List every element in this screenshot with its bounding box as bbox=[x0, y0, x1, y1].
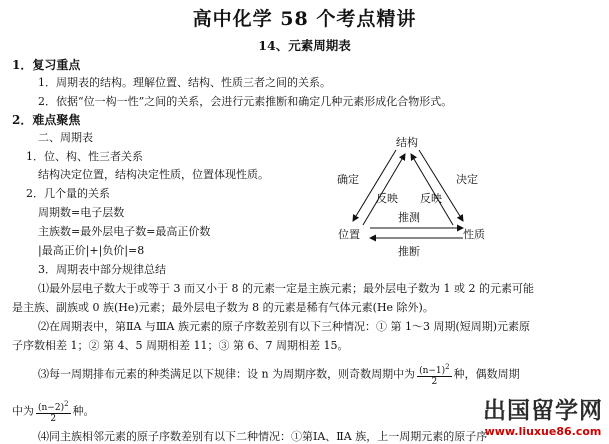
rule-2-line-1: ⑵在周期表中，第ⅡA 与ⅢA 族元素的原子序数差别有以下三种情况：① 第 1～3 周期(短周期)元素原 bbox=[38, 320, 531, 333]
point-3-heading: 3．周期表中部分规律总结 bbox=[38, 263, 166, 276]
watermark-main-text: 出国留学网 bbox=[483, 398, 603, 424]
review-item-2: 2．依据“位一构一性”之间的关系，会进行元素推断和确定几种元素形成化合物形式。 bbox=[38, 95, 453, 108]
rule-2-line-2: 子序数相差 1；② 第 4、5 周期相差 11；③ 第 6、7 周期相差 15。 bbox=[12, 339, 349, 352]
diagram-label-reflect-left: 反映 bbox=[376, 192, 398, 205]
diagram-node-property: 性质 bbox=[463, 228, 485, 241]
diagram-label-infer: 推测 bbox=[398, 211, 420, 224]
page-title: 高中化学 58 个考点精讲 bbox=[192, 8, 417, 30]
diagram-node-position: 位置 bbox=[338, 228, 360, 241]
rule-3-text: ⑶每一周期排布元素的种类满足以下规律：设 n 为周期序数，则奇数周期中为 bbox=[38, 367, 416, 381]
point-1-text: 结构决定位置，结构决定性质，位置体现性质。 bbox=[38, 168, 269, 181]
point-2-heading: 2．几个量的关系 bbox=[26, 187, 110, 200]
diagram-label-determine-property: 决定 bbox=[456, 173, 478, 186]
rule-1-line-2: 是主族、副族或 0 族(He)元素；最外层电子数为 8 的元素是稀有气体元素(He 除外)。 bbox=[12, 301, 434, 314]
review-item-1: 1．周期表的结构。理解位置、结构、性质三者之间的关系。 bbox=[38, 76, 331, 89]
watermark-logo bbox=[483, 392, 603, 438]
diagram-node-structure: 结构 bbox=[396, 136, 418, 149]
subheading-periodic-table: 二、周期表 bbox=[38, 131, 93, 144]
rule-3-line-1: ⑶每一周期排布元素的种类满足以下规律：设 n 为周期序数，则奇数周期中为 $\frac{(n-1)^2}{2}$ 种，偶数周期 bbox=[38, 363, 520, 387]
heading-review-points: 1．复习重点 bbox=[12, 58, 81, 72]
rule-4-line-1: ⑷同主族相邻元素的原子序数差别有以下二种情况：①第ⅠA、ⅡA 族，上一周期元素的原子序 bbox=[38, 430, 488, 443]
diagram-label-reflect-right: 反映 bbox=[420, 192, 442, 205]
relation-period: 周期数=电子层数 bbox=[38, 206, 125, 219]
point-1-heading: 1．位、构、性三者关系 bbox=[26, 150, 143, 163]
watermark-url: www.liuxue86.com bbox=[484, 425, 602, 438]
formula-even-period: $\frac{(n-2)^2}{2}$ bbox=[38, 400, 69, 424]
relation-valence: |最高正价|+|负价|=8 bbox=[38, 244, 145, 257]
rule-3-line-2: 中为 $\frac{(n-2)^2}{2}$ 种。 bbox=[12, 400, 95, 424]
formula-odd-period: $\frac{(n-1)^2}{2}$ bbox=[419, 363, 450, 387]
heading-difficulties: 2．难点聚焦 bbox=[12, 113, 81, 127]
relation-group: 主族数=最外层电子数=最高正价数 bbox=[38, 225, 211, 238]
diagram-label-deduce: 推断 bbox=[398, 245, 420, 258]
section-title: 14、元素周期表 bbox=[258, 38, 351, 53]
diagram-label-determine-position: 确定 bbox=[337, 173, 359, 186]
rule-1-line-1: ⑴最外层电子数大于或等于 3 而又小于 8 的元素一定是主族元素；最外层电子数为 1 或 2 的元素可能 bbox=[38, 282, 534, 295]
arrow-structure-to-position bbox=[353, 150, 396, 221]
